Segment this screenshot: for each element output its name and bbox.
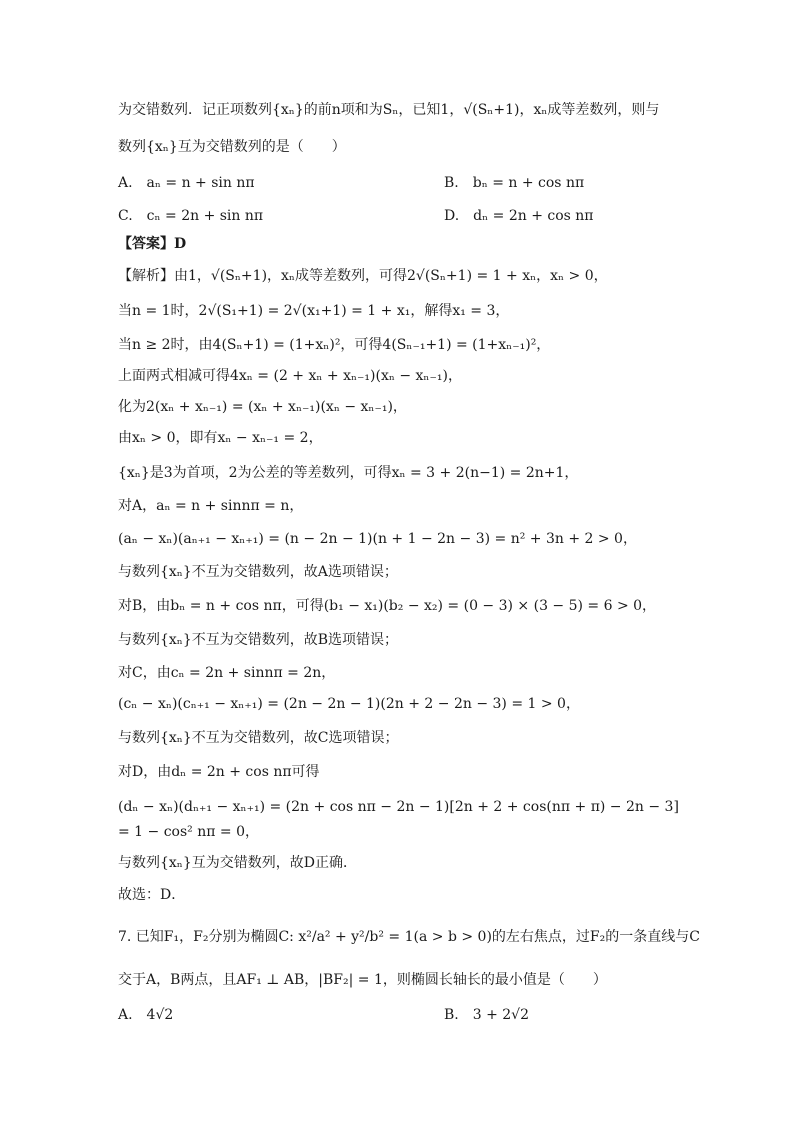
solution-line: 对D，由dₙ = 2n + cos nπ可得 <box>118 764 320 780</box>
solution-line: (cₙ − xₙ)(cₙ₊₁ − xₙ₊₁) = (2n − 2n − 1)(2n + 2 − 2n − 3) = 1 > 0， <box>118 696 580 712</box>
q7-stem-line-1: 7. 已知F₁，F₂分别为椭圆C: x²/a² + y²/b² = 1(a > b > 0)的左右焦点，过F₂的一条直线与C <box>118 929 700 945</box>
solution-line: 与数列{xₙ}不互为交错数列，故A选项错误； <box>118 564 398 580</box>
q7-option-a: A. 4√2 <box>118 1007 174 1023</box>
solution-line: 对A，aₙ = n + sinnπ = n， <box>118 498 304 514</box>
q6-option-b: B. bₙ = n + cos nπ <box>444 175 585 191</box>
q6-option-d: D. dₙ = 2n + cos nπ <box>444 208 594 224</box>
solution-line: {xₙ}是3为首项，2为公差的等差数列，可得xₙ = 3 + 2(n−1) = 2n+1， <box>118 465 579 481</box>
solution-line: = 1 − cos² nπ = 0， <box>118 824 259 840</box>
q7-option-b: B. 3 + 2√2 <box>444 1007 530 1023</box>
q6-stem-line-1: 为交错数列．记正项数列{xₙ}的前n项和为Sₙ，已知1，√(Sₙ+1)，xₙ成等差数列，则与 <box>118 102 660 118</box>
solution-line: 当n = 1时，2√(S₁+1) = 2√(x₁+1) = 1 + x₁，解得x₁ = 3， <box>118 303 510 319</box>
solution-line: 与数列{xₙ}互为交错数列，故D正确． <box>118 855 357 871</box>
solution-line: 对C，由cₙ = 2n + sinnπ = 2n， <box>118 665 336 681</box>
solution-line: (dₙ − xₙ)(dₙ₊₁ − xₙ₊₁) = (2n + cos nπ − 2n − 1)[2n + 2 + cos(nπ + π) − 2n − 3] <box>118 799 679 815</box>
solution-line: 由xₙ > 0，即有xₙ − xₙ₋₁ = 2， <box>118 430 323 446</box>
q7-stem-line-2: 交于A，B两点，且AF₁ ⊥ AB，|BF₂| = 1，则椭圆长轴长的最小值是（ ） <box>118 972 607 988</box>
q6-option-c: C. cₙ = 2n + sin nπ <box>118 208 264 224</box>
solution-line: (aₙ − xₙ)(aₙ₊₁ − xₙ₊₁) = (n − 2n − 1)(n + 1 − 2n − 3) = n² + 3n + 2 > 0， <box>118 531 637 547</box>
q6-stem-line-2: 数列{xₙ}互为交错数列的是（ ） <box>118 139 346 155</box>
solution-line: 与数列{xₙ}不互为交错数列，故C选项错误； <box>118 730 399 746</box>
solution-line: 与数列{xₙ}不互为交错数列，故B选项错误； <box>118 632 399 648</box>
solution-line: 【解析】由1，√(Sₙ+1)，xₙ成等差数列，可得2√(Sₙ+1) = 1 + xₙ，xₙ > 0， <box>118 268 608 284</box>
solution-line: 对B，由bₙ = n + cos nπ，可得(b₁ − x₁)(b₂ − x₂) = (0 − 3) × (3 − 5) = 6 > 0， <box>118 598 657 614</box>
q6-option-a: A. aₙ = n + sin nπ <box>118 175 255 191</box>
q6-answer: 【答案】D <box>118 236 187 252</box>
solution-line: 化为2(xₙ + xₙ₋₁) = (xₙ + xₙ₋₁)(xₙ − xₙ₋₁)， <box>118 399 407 415</box>
solution-line: 故选：D． <box>118 887 186 903</box>
solution-line: 当n ≥ 2时，由4(Sₙ+1) = (1+xₙ)²，可得4(Sₙ₋₁+1) = (1+xₙ₋₁)²， <box>118 337 551 353</box>
solution-line: 上面两式相减可得4xₙ = (2 + xₙ + xₙ₋₁)(xₙ − xₙ₋₁)， <box>118 368 462 384</box>
